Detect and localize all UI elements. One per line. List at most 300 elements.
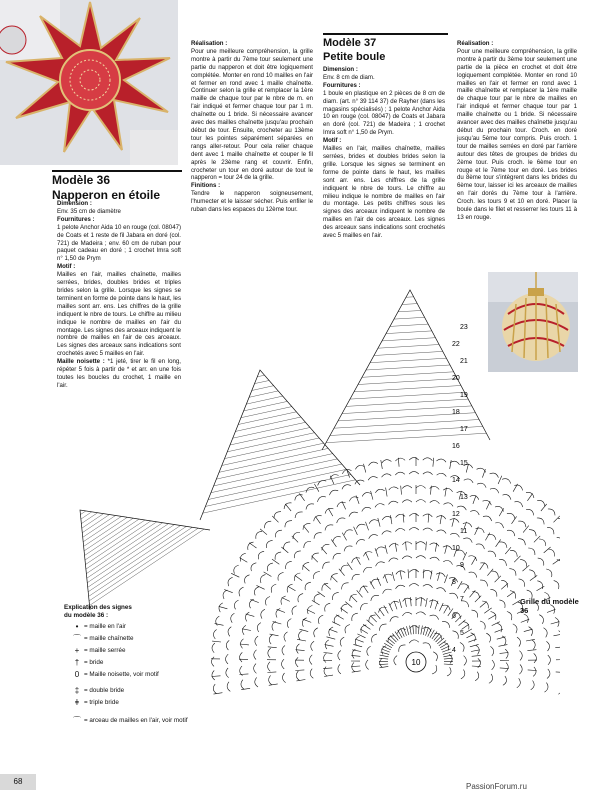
chain-arc xyxy=(242,625,245,634)
stitch-mark xyxy=(526,639,535,641)
chain-arc xyxy=(558,518,560,525)
chain-arc xyxy=(234,600,238,609)
chain-arc xyxy=(442,622,450,628)
chain-arc xyxy=(483,516,492,521)
chain-arc xyxy=(423,570,432,573)
chain-arc xyxy=(531,681,534,690)
chain-arc xyxy=(240,652,243,662)
stitch-mark xyxy=(303,619,311,622)
round-label: 16 xyxy=(452,443,460,450)
chain-arc xyxy=(356,524,365,528)
chain-arc xyxy=(342,583,349,590)
stitch-mark xyxy=(464,586,469,593)
stitch-mark xyxy=(467,634,475,638)
stitch-mark xyxy=(378,518,380,527)
stitch-mark xyxy=(366,522,369,531)
chain-arc xyxy=(519,665,522,675)
stitch-mark xyxy=(435,543,437,552)
chain-arc xyxy=(402,556,412,559)
stitch-mark xyxy=(331,576,337,582)
legend-item xyxy=(64,698,229,716)
stitch-mark xyxy=(328,508,333,516)
stitch-mark xyxy=(399,599,401,608)
stitch-mark xyxy=(445,575,448,584)
chain-arc xyxy=(241,680,244,690)
point-row xyxy=(83,516,121,541)
legend-symbol: ⌒ xyxy=(73,716,81,725)
chain-arc xyxy=(509,569,516,576)
chain-arc xyxy=(369,615,376,622)
chain-arc xyxy=(314,533,322,539)
chain-arc xyxy=(308,606,313,615)
motif-text: Mailles en l'air, mailles chaînette, mailles serrées, brides et doubles brides selon la grille. Lorsque les signes se terminent en forme de pointe dans le haut, les mailles sont arr. ens. Les chiffres de la grille indiquent le nbre de tours. Le chiffre au milieu indique le nombre de mailles en l'air du montage. Les petits chiffres sous les signes des arceaux indiquent le nombre de mailles en l'air de ces arceaux. Les signes des arceaux sans indications sont crochetés avec 5 mailles en l'air. xyxy=(323,145,445,240)
dimension-label: Dimension : xyxy=(323,66,358,73)
chain-arc xyxy=(524,614,528,623)
round-label: 21 xyxy=(460,358,468,365)
chain-arc xyxy=(281,596,286,605)
stitch-mark xyxy=(431,486,432,495)
stitch-mark xyxy=(421,626,423,635)
chain-arc xyxy=(325,603,330,611)
stitch-mark xyxy=(303,565,310,571)
chain-arc xyxy=(294,551,301,558)
chain-arc xyxy=(491,571,498,577)
legend-symbol: • xyxy=(75,622,79,631)
point-row xyxy=(236,417,301,431)
stitch-mark xyxy=(426,627,429,636)
round-label: 7 xyxy=(460,596,464,603)
chain-arc xyxy=(513,624,517,633)
chain-arc xyxy=(515,502,523,508)
chain-arc xyxy=(395,472,405,475)
chain-arc xyxy=(337,518,346,523)
chain-arc xyxy=(318,497,326,502)
stitch-mark xyxy=(487,569,493,576)
stitch-mark xyxy=(480,602,487,608)
stitch-mark xyxy=(444,658,453,659)
chain-arc xyxy=(360,586,368,592)
fournitures-text: 1 boule en plastique en 2 pièces de 8 cm de diam. (art. n° 39 114 37) de Rayher (dans les magasins spécialisés) ; 1 pelote Anchor Aida 10 en rouge (col. 08047) de Coats et Jabara en doré (col. 721) de Madeira ; 1 crochet Imra soft n° 1,50 de Prym. xyxy=(323,89,445,137)
chain-arc xyxy=(464,479,473,483)
chain-arc xyxy=(430,543,439,546)
chain-arc xyxy=(231,613,235,622)
point-row xyxy=(214,459,338,486)
stitch-mark xyxy=(241,688,250,689)
round-label: 17 xyxy=(460,426,468,433)
chain-arc xyxy=(528,548,535,555)
chain-arc xyxy=(520,560,527,567)
point-row xyxy=(394,317,425,319)
chain-arc xyxy=(255,636,258,646)
dimension-text: Env. 8 cm de diam. xyxy=(323,73,375,81)
stitch-mark xyxy=(330,476,334,484)
model36-title-block xyxy=(52,170,182,202)
stitch-mark xyxy=(390,636,396,642)
chain-arc xyxy=(450,461,459,464)
stitch-mark xyxy=(512,516,517,523)
chain-arc xyxy=(389,544,398,547)
chain-arc xyxy=(390,617,399,622)
stitch-mark xyxy=(277,609,285,612)
legend-item xyxy=(64,622,229,634)
stitch-mark xyxy=(554,634,561,636)
chain-arc xyxy=(529,627,533,636)
chain-arc xyxy=(286,561,292,569)
stitch-mark xyxy=(331,539,336,546)
chain-arc xyxy=(356,540,365,545)
stitch-mark xyxy=(377,578,381,586)
page-number: 68 xyxy=(0,774,36,790)
chain-arc xyxy=(469,572,477,578)
chain-arc xyxy=(228,577,233,586)
chain-arc xyxy=(546,641,549,651)
stitch-mark xyxy=(413,625,414,634)
chain-arc xyxy=(492,660,495,670)
stitch-mark xyxy=(352,671,361,672)
stitch-mark xyxy=(442,649,450,652)
chain-arc xyxy=(443,488,452,491)
chain-arc xyxy=(495,523,503,528)
round-label: 15 xyxy=(460,460,468,467)
stitch-mark xyxy=(408,569,409,578)
stitch-mark xyxy=(384,606,389,614)
chain-arc xyxy=(234,565,239,574)
stitch-mark xyxy=(433,458,434,467)
stitch-mark xyxy=(336,615,344,620)
point-row xyxy=(225,438,320,459)
chain-arc xyxy=(269,635,272,645)
chain-arc xyxy=(282,659,285,669)
point-row xyxy=(216,454,332,480)
legend-symbol: ⌒ xyxy=(73,634,81,643)
chain-arc xyxy=(323,562,330,569)
motif-label: Motif : xyxy=(57,263,76,271)
stitch-mark xyxy=(452,518,454,527)
chain-arc xyxy=(502,479,511,484)
chain-arc xyxy=(375,489,384,493)
chain-arc xyxy=(342,485,351,489)
chain-arc xyxy=(416,598,425,601)
point-row xyxy=(85,519,140,555)
stitch-mark xyxy=(379,609,384,616)
chain-arc xyxy=(416,486,426,489)
stitch-mark xyxy=(498,476,502,484)
stitch-mark xyxy=(379,664,388,665)
chain-arc xyxy=(256,531,262,539)
chain-arc xyxy=(507,530,515,536)
chain-arc xyxy=(271,584,276,593)
chain-arc xyxy=(372,634,377,642)
point-row xyxy=(257,375,264,377)
chain-arc xyxy=(475,672,479,681)
legend-symbol: 0 xyxy=(74,670,80,679)
chain-arc xyxy=(409,640,419,643)
stitch-mark xyxy=(530,575,537,580)
chain-arc xyxy=(557,537,560,544)
stitch-mark xyxy=(363,624,370,629)
chain-arc xyxy=(340,637,344,646)
stitch-mark xyxy=(249,543,256,548)
chain-arc xyxy=(409,472,419,475)
stitch-mark xyxy=(527,650,536,651)
point-row xyxy=(402,304,417,305)
point-row xyxy=(406,297,414,298)
chain-arc xyxy=(355,636,359,645)
chain-arc xyxy=(488,551,496,557)
stitch-mark xyxy=(332,622,340,626)
chain-arc xyxy=(533,667,536,677)
stitch-mark xyxy=(423,569,424,578)
chain-arc xyxy=(402,542,412,545)
chain-arc xyxy=(352,558,360,563)
stitch-mark xyxy=(367,620,374,626)
point-row xyxy=(227,433,314,452)
round-label: 14 xyxy=(452,477,460,484)
motif-label: Motif : xyxy=(323,137,342,145)
stitch-mark xyxy=(381,649,389,652)
stitch-mark xyxy=(281,547,288,553)
point-row xyxy=(334,420,479,429)
chain-arc xyxy=(394,656,397,666)
chain-arc xyxy=(265,597,270,606)
chain-arc xyxy=(449,593,457,598)
chain-arc xyxy=(266,540,272,548)
stitch-mark xyxy=(347,563,352,570)
round-label: 10 xyxy=(452,545,460,552)
point-row xyxy=(206,475,351,507)
chain-arc xyxy=(477,483,486,487)
chain-arc xyxy=(409,570,419,573)
realisation-text: Pour une meilleure compréhension, la grille montre à partir du 3ème tour seulement une partie de la pièce en crochet et doit être logiquement complétée. Monter en rond 10 mailles en l'air et fermer en rond avec 1 maille chaînette et remplacer la 1ère maille de chaque tour par le nbre de mailles en l'air indiqué et fermer chaque tour par 1 maille chaînette ou 1 bride. Si nécessaire avancer avec des mailles chaînette jusqu'au début du prochain tour. Croch. en doré jusqu'au 5ème tour compris. Puis croch. 1 tour de mailles serrées en doré par l'arrière autour des têtes de groupes de brides du 2ème tour. Puis croch. le 6ème tour en rouge et le 7ème tour en doré. Les brides du 8ème tour s'intègrent dans les brides du 6ème tour, laisser ici les arceaux de mailles en l'air dorés du 7ème tour à l'arrière. Croch. les tours 9 et 10 en doré. Placer la boule dans le filet et resserrer les tours 11 à 13 en rouge. xyxy=(457,47,577,221)
chain-arc xyxy=(318,615,323,624)
chain-arc xyxy=(344,530,352,535)
stitch-mark xyxy=(353,644,362,646)
point-row xyxy=(88,526,186,591)
point-row xyxy=(86,523,162,574)
stitch-mark xyxy=(324,675,333,676)
chain-arc xyxy=(330,490,339,495)
stitch-mark xyxy=(462,624,469,629)
chain-arc xyxy=(395,528,405,531)
chain-arc xyxy=(299,631,303,640)
stitch-mark xyxy=(392,572,394,581)
dimension-text: Env. 35 cm de diamètre xyxy=(57,207,121,215)
round-label: 23 xyxy=(460,324,468,331)
chain-arc xyxy=(248,542,254,550)
diagram-caption: Grille du modèle 36 xyxy=(520,597,579,615)
chain-arc xyxy=(402,486,412,489)
stitch-mark xyxy=(523,565,530,571)
legend-item xyxy=(64,658,229,670)
chain-arc xyxy=(255,677,258,687)
stitch-mark xyxy=(380,652,389,654)
point-row xyxy=(89,528,198,601)
stitch-mark xyxy=(480,563,485,570)
chain-arc xyxy=(275,530,282,537)
stitch-mark xyxy=(439,603,443,611)
legend-text: = maille en l'air xyxy=(84,623,126,630)
chain-arc xyxy=(355,465,364,469)
chain-arc xyxy=(507,612,512,621)
point-row xyxy=(390,324,428,326)
stitch-mark xyxy=(323,668,332,669)
point-row xyxy=(83,516,116,538)
stitch-mark xyxy=(272,559,279,564)
point-row xyxy=(81,512,92,519)
chain-arc xyxy=(545,683,549,693)
noisette-text: *1 jeté, tirer le fil en long, répéter 5 fois à partir de * et arr. en une fois toutes les boucles du crochet, 1 maille en l'air. xyxy=(57,358,181,389)
stitch-mark xyxy=(403,514,404,523)
chain-arc xyxy=(526,509,534,515)
chain-arc xyxy=(537,518,544,524)
stitch-mark xyxy=(421,597,422,606)
point-row xyxy=(82,515,109,533)
chain-arc xyxy=(416,556,426,559)
stitch-mark xyxy=(268,647,277,648)
chain-arc xyxy=(402,612,412,616)
stitch-mark xyxy=(379,658,388,659)
stitch-mark xyxy=(407,626,409,635)
chain-arc xyxy=(268,648,271,658)
stitch-mark xyxy=(551,622,560,624)
stitch-mark xyxy=(475,527,479,535)
chain-arc xyxy=(559,631,560,640)
chain-arc xyxy=(352,662,355,671)
chain-arc xyxy=(470,495,479,499)
chain-arc xyxy=(269,675,272,684)
round-label: 20 xyxy=(452,375,460,382)
chain-arc xyxy=(480,621,485,629)
stitch-mark xyxy=(240,644,249,645)
finitions-label: Finitions : xyxy=(191,182,221,190)
chain-arc xyxy=(345,625,350,634)
stitch-mark xyxy=(365,552,369,560)
chain-arc xyxy=(304,541,311,548)
chain-arc xyxy=(554,581,559,589)
stitch-mark xyxy=(363,586,368,593)
chain-arc xyxy=(409,584,419,587)
stitch-mark xyxy=(386,488,388,497)
chain-arc xyxy=(329,627,333,636)
chain-arc xyxy=(314,594,320,602)
point-row xyxy=(252,386,274,391)
chain-arc xyxy=(296,657,299,667)
stitch-mark xyxy=(455,616,461,622)
chain-arc xyxy=(416,612,426,615)
stitch-mark xyxy=(470,590,476,597)
chain-arc xyxy=(350,594,357,601)
realisation-text: Pour une meilleure compréhension, la grille montre à partir du 7ème tour seulement une partie du napperon et doit être logiquement complétée. Monter en rond 10 mailles en l'air et fermer en rond avec 1 maille chaînette. Continuer selon la grille et remplacer la 1ère maille de chaque tour par le nbre de m. en l'air indiqué et fermer chaque tour par 1 m. chaînette ou 1 bride. Si nécessaire avancer avec des mailles chaînette jusqu'au prochain début de tour. Ensuite, crocheter au 13ème tour les pointes séparément séparées en rangs aller-retour. Pour cela relier chaque dent avec 1 maille chaînette et couper le fil après le 23ème rang et couvrir. Enfin, crocheter un tour en doré autour de tout le napperon = tour 24 de la grille. xyxy=(191,47,313,182)
chain-arc xyxy=(544,628,548,638)
stitch-mark xyxy=(370,616,376,622)
point-row xyxy=(81,513,97,524)
stitch-mark xyxy=(371,491,373,500)
point-row xyxy=(241,407,292,418)
point-row xyxy=(85,520,145,560)
chain-arc xyxy=(376,547,385,551)
point-row xyxy=(398,311,421,312)
chain-arc xyxy=(539,615,543,624)
chain-arc xyxy=(423,627,432,631)
stitch-mark xyxy=(554,516,560,522)
point-row xyxy=(350,392,465,399)
stitch-mark xyxy=(297,639,306,641)
stitch-mark xyxy=(394,601,397,610)
chain-arc xyxy=(240,553,245,561)
chain-arc xyxy=(505,663,508,673)
point-row xyxy=(82,514,104,529)
round-label: 4 xyxy=(452,647,456,654)
chain-arc xyxy=(547,527,554,534)
chain-arc xyxy=(254,664,257,674)
chain-arc xyxy=(450,519,459,523)
chain-arc xyxy=(461,670,465,679)
chain-arc xyxy=(430,501,440,504)
fournitures-text: 1 pelote Anchor Aida 10 en rouge (col. 08047) de Coats et 1 reste de fil Jabara en doré (col. 721) de Madeira ; env. 60 cm de ruban pour paquet cadeau en doré ; 1 crochet Imra soft n° 1,50 de Prym xyxy=(57,223,181,263)
chain-arc xyxy=(382,516,391,520)
stitch-mark xyxy=(500,653,509,654)
chain-arc xyxy=(464,656,467,666)
chain-arc xyxy=(375,504,384,508)
chain-arc xyxy=(490,589,496,596)
chain-arc xyxy=(430,557,440,560)
stitch-mark xyxy=(324,653,333,654)
chain-arc xyxy=(382,474,392,477)
chain-arc xyxy=(423,472,433,475)
chain-arc xyxy=(367,646,371,655)
chain-arc xyxy=(338,651,341,661)
model37-details xyxy=(323,66,445,240)
chain-arc xyxy=(447,667,451,676)
chain-arc xyxy=(313,572,319,579)
chain-arc xyxy=(361,603,368,610)
point-row xyxy=(370,358,446,363)
legend-text: = maille chaînette xyxy=(84,635,134,642)
chain-arc xyxy=(507,513,515,519)
chain-arc xyxy=(423,458,433,461)
fournitures-label: Fournitures : xyxy=(323,81,361,89)
stitch-mark xyxy=(435,601,438,610)
chain-arc xyxy=(296,671,299,681)
chain-arc xyxy=(333,553,341,559)
chain-arc xyxy=(443,546,452,550)
chain-arc xyxy=(267,563,273,571)
chain-arc xyxy=(505,649,508,659)
chain-arc xyxy=(258,551,264,559)
stitch-mark xyxy=(507,592,514,597)
stitch-mark xyxy=(380,666,389,667)
model37-realisation xyxy=(457,40,577,222)
chain-arc xyxy=(437,473,447,476)
chain-arc xyxy=(396,585,406,589)
stitch-mark xyxy=(488,615,496,620)
chain-arc xyxy=(284,632,288,642)
model36-name: Napperon en étoile xyxy=(52,188,161,202)
stitch-mark xyxy=(364,464,366,473)
chain-arc xyxy=(534,653,537,663)
stitch-mark xyxy=(282,598,290,602)
chain-arc xyxy=(383,589,392,594)
chain-arc xyxy=(463,622,469,630)
stitch-mark xyxy=(370,581,375,589)
chain-arc xyxy=(341,565,349,571)
stitch-mark xyxy=(500,668,509,669)
chain-arc xyxy=(547,669,550,679)
stitch-mark xyxy=(444,664,453,665)
point-row xyxy=(326,433,486,443)
chain-arc xyxy=(517,637,521,647)
chain-arc xyxy=(409,514,419,517)
